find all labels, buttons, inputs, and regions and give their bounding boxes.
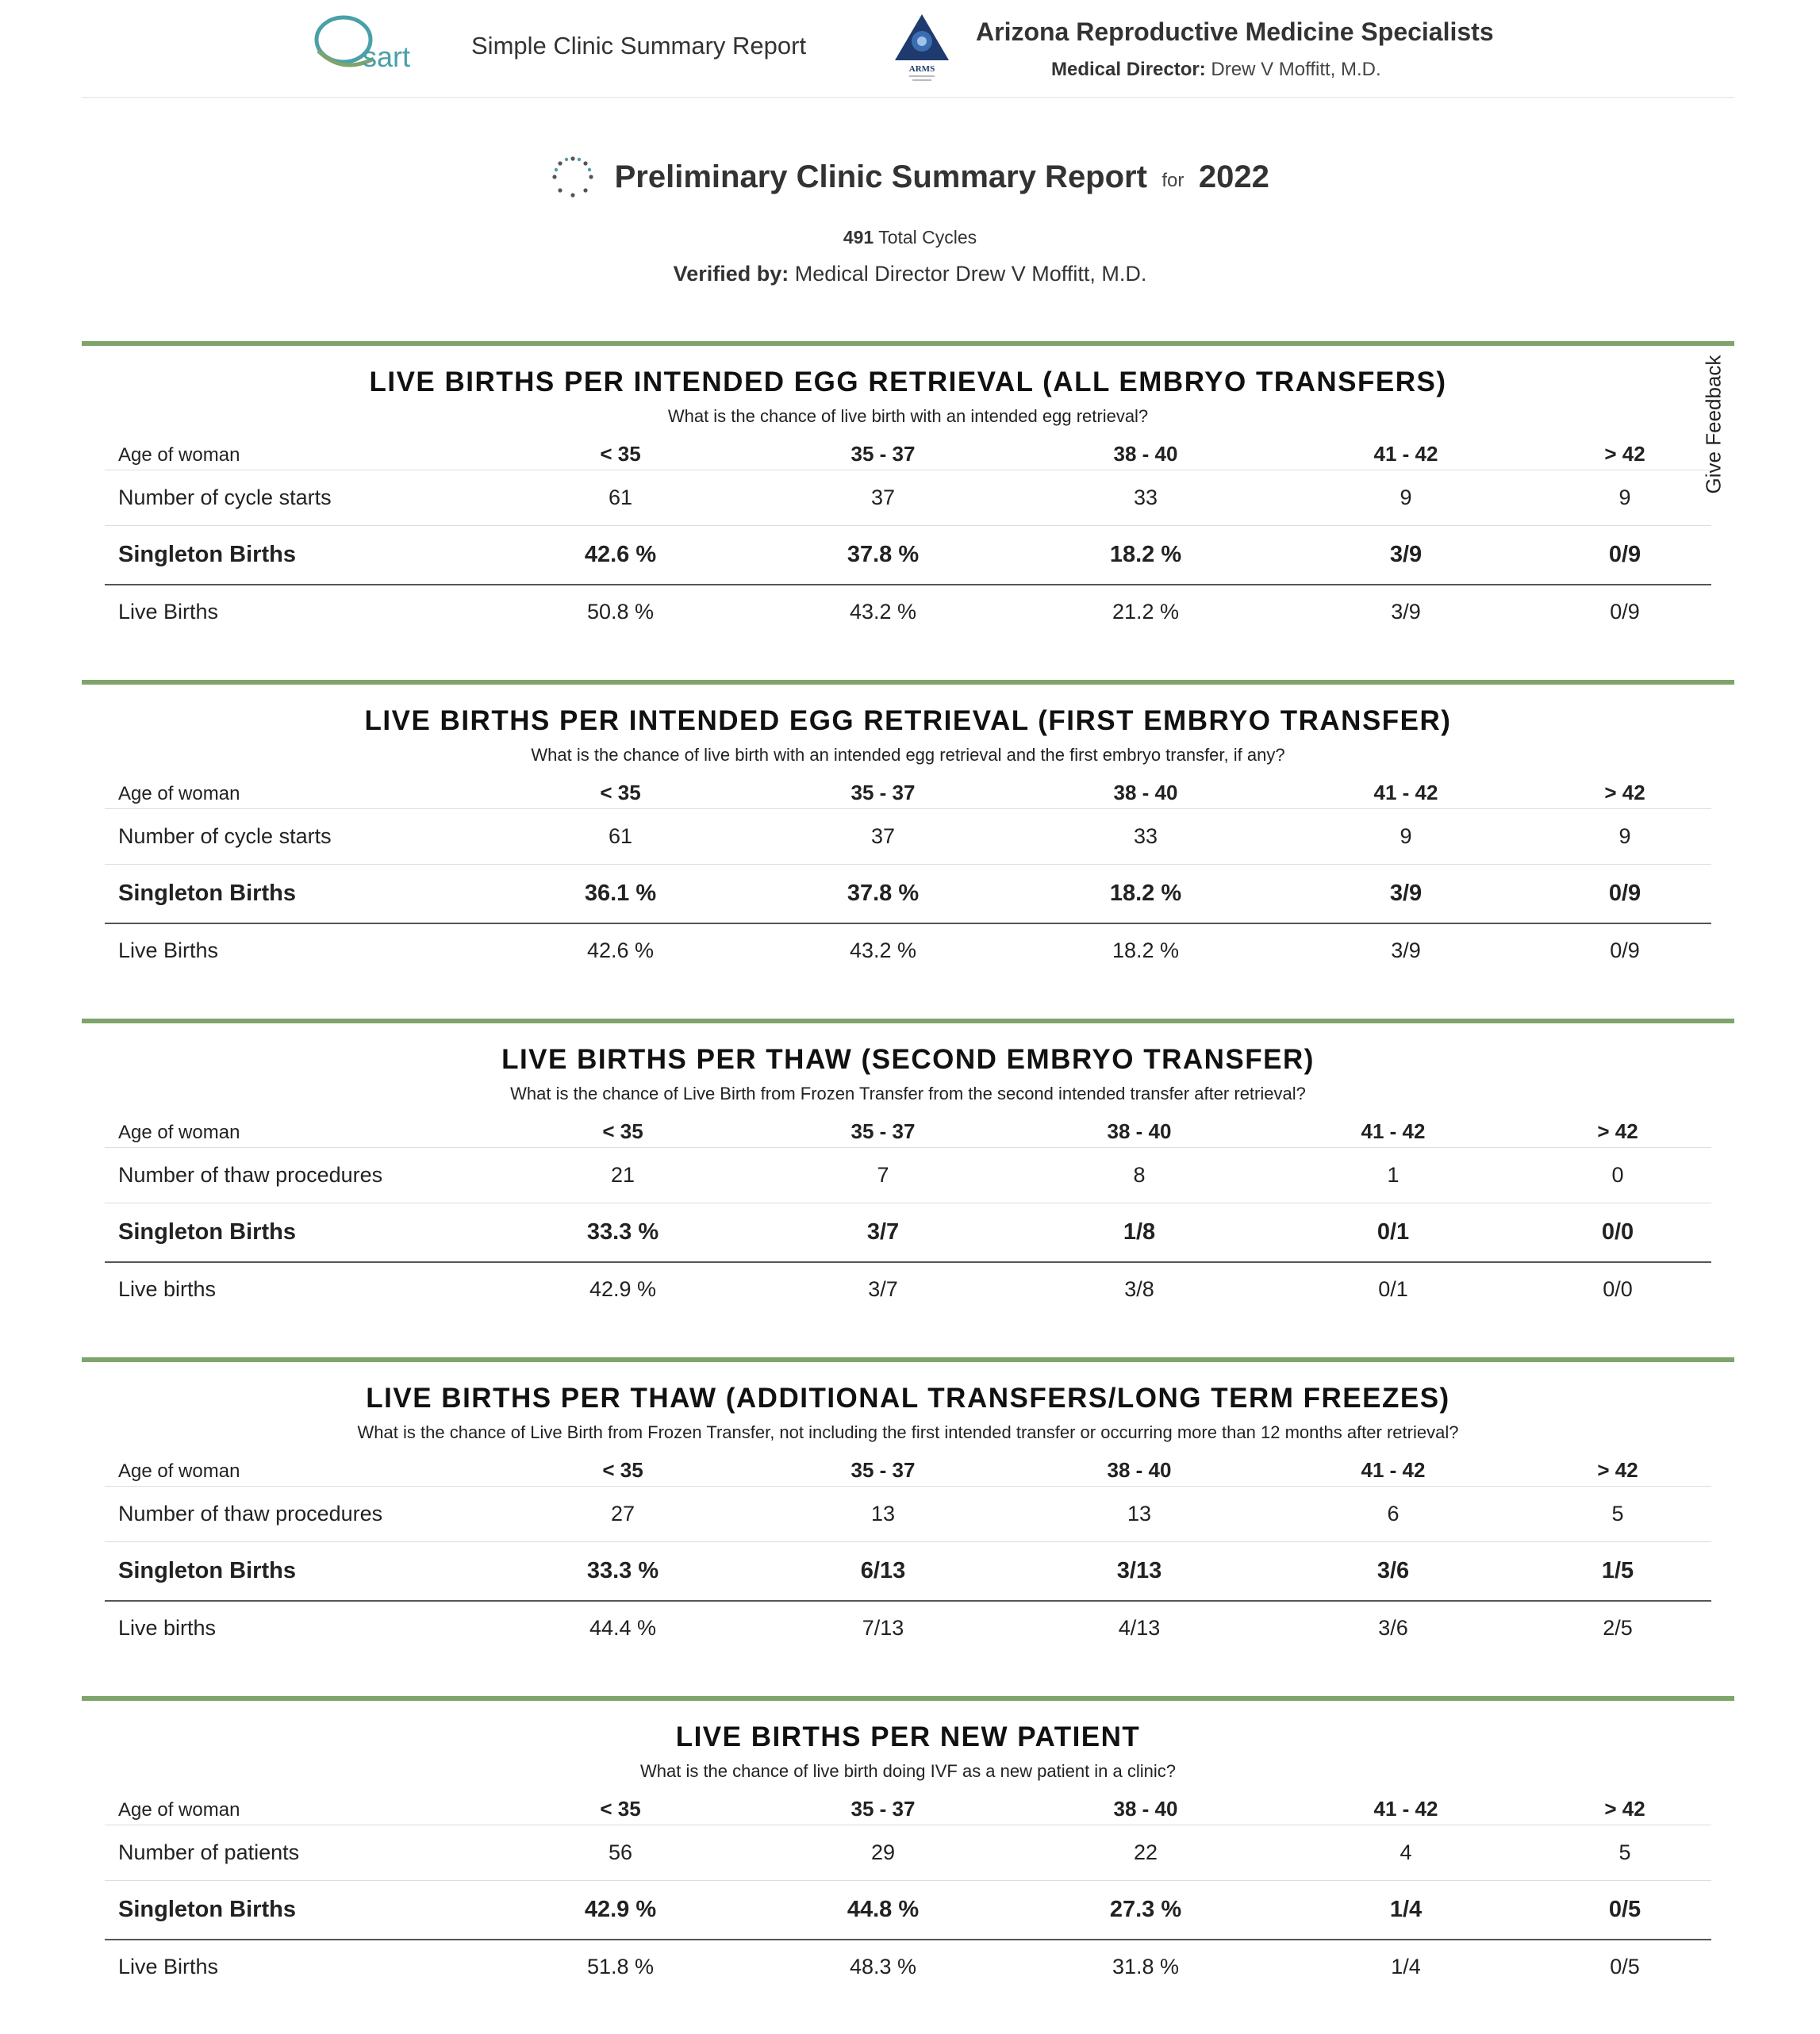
- table-cell: 5: [1618, 1840, 1631, 1864]
- table-row: [105, 1541, 1711, 1602]
- section-title: LIVE BIRTHS PER THAW (ADDITIONAL TRANSFERS/LONG TERM FREEZES): [366, 1383, 1450, 1414]
- clinic-logo-text: ARMS: [908, 64, 935, 74]
- section-question: What is the chance of live birth with an intended egg retrieval?: [667, 406, 1149, 426]
- total-cycles-label: Total Cycles: [878, 227, 977, 248]
- age-col-under-35: < 35: [602, 1119, 643, 1143]
- give-feedback-label: Give Feedback: [1701, 355, 1726, 494]
- age-col-over-42: > 42: [1604, 1797, 1645, 1821]
- table-cell: 0: [1611, 1162, 1624, 1187]
- table-cell: 13: [1127, 1501, 1152, 1526]
- verified-by: [0, 262, 1820, 286]
- row-label: Number of patients: [118, 1840, 300, 1864]
- table-cell: 4: [1400, 1840, 1412, 1864]
- table-cell: 44.8 %: [847, 1896, 920, 1922]
- age-col-38-40: 38 - 40: [1107, 1458, 1172, 1482]
- age-col-over-42: > 42: [1597, 1458, 1638, 1482]
- table-cell: 61: [608, 485, 633, 509]
- table-row: [105, 1261, 1711, 1317]
- age-col-38-40: 38 - 40: [1113, 442, 1178, 466]
- table-row: [105, 808, 1711, 865]
- row-label: Live births: [118, 1276, 217, 1301]
- age-col-38-40: 38 - 40: [1107, 1119, 1172, 1143]
- section-second-transfer: [82, 1019, 1734, 1357]
- table-cell: 44.4 %: [589, 1615, 657, 1640]
- age-col-41-42: 41 - 42: [1373, 442, 1438, 466]
- table-cell: 43.2 %: [849, 938, 917, 962]
- age-col-35-37: 35 - 37: [850, 781, 916, 804]
- section-question: What is the chance of Live Birth from Frozen Transfer, not including the first intended transfer or occurring more than 12 months after retrieval?: [357, 1422, 1459, 1442]
- age-label: Age of woman: [118, 444, 240, 466]
- row-label: Number of cycle starts: [118, 485, 332, 509]
- table-cell: 42.6 %: [584, 541, 657, 567]
- header-director: [1051, 59, 1381, 81]
- table-cell: 5: [1611, 1501, 1624, 1526]
- section-title: LIVE BIRTHS PER INTENDED EGG RETRIEVAL (FIRST EMBRYO TRANSFER): [364, 705, 1452, 736]
- section-title: LIVE BIRTHS PER NEW PATIENT: [675, 1721, 1141, 1752]
- table-row: [105, 923, 1711, 978]
- table-cell: 2/5: [1603, 1615, 1633, 1640]
- stars-icon: [551, 155, 595, 199]
- table-header-row: [105, 1456, 1711, 1487]
- age-label: Age of woman: [118, 1460, 240, 1482]
- table-row: [105, 1939, 1711, 1994]
- section-title: LIVE BIRTHS PER INTENDED EGG RETRIEVAL (ALL EMBRYO TRANSFERS): [369, 367, 1447, 397]
- table-cell: 0/9: [1608, 880, 1641, 906]
- row-label: Number of thaw procedures: [118, 1162, 383, 1187]
- table-cell: 22: [1133, 1840, 1158, 1864]
- table-cell: 9: [1618, 823, 1631, 848]
- table-cell: 0/5: [1610, 1954, 1640, 1978]
- row-label: Singleton Births: [118, 541, 296, 567]
- table-cell: 36.1 %: [584, 880, 657, 906]
- section-first-transfer: [82, 680, 1734, 1018]
- table-cell: 8: [1133, 1162, 1146, 1187]
- row-label: Singleton Births: [118, 1557, 296, 1583]
- table-cell: 6: [1387, 1501, 1400, 1526]
- age-label: Age of woman: [118, 1799, 240, 1821]
- age-col-under-35: < 35: [602, 1458, 643, 1482]
- table-cell: 7: [877, 1162, 889, 1187]
- table-row: [105, 1147, 1711, 1203]
- table-cell: 37.8 %: [847, 880, 920, 906]
- table-cell: 56: [608, 1840, 633, 1864]
- total-cycles-value: 491: [843, 227, 874, 248]
- age-col-38-40: 38 - 40: [1113, 781, 1178, 804]
- sart-logo[interactable]: [310, 13, 429, 76]
- age-col-41-42: 41 - 42: [1361, 1458, 1426, 1482]
- table-cell: 0/9: [1608, 541, 1641, 567]
- table-header-row: [105, 439, 1711, 470]
- table-row: [105, 1203, 1711, 1263]
- table-cell: 1/5: [1601, 1557, 1634, 1583]
- table-cell: 33.3 %: [586, 1557, 659, 1583]
- age-col-35-37: 35 - 37: [850, 1119, 916, 1143]
- table-cell: 42.9 %: [589, 1276, 657, 1301]
- row-label: Number of cycle starts: [118, 823, 332, 848]
- table-cell: 0/5: [1608, 1896, 1641, 1922]
- table-cell: 18.2 %: [1109, 880, 1182, 906]
- table-cell: 33.3 %: [586, 1218, 659, 1245]
- table-row: [105, 1825, 1711, 1881]
- table-cell: 0/0: [1601, 1218, 1634, 1245]
- age-col-41-42: 41 - 42: [1373, 781, 1438, 804]
- verified-value: Medical Director Drew V Moffitt, M.D.: [794, 262, 1147, 286]
- table-cell: 21.2 %: [1112, 599, 1180, 624]
- table-cell: 33: [1133, 485, 1158, 509]
- table-cell: 9: [1618, 485, 1631, 509]
- age-col-under-35: < 35: [600, 442, 641, 466]
- table-cell: 31.8 %: [1112, 1954, 1180, 1978]
- sart-logo-text: sart: [363, 40, 411, 73]
- row-label: Live Births: [118, 938, 219, 962]
- table-cell: 43.2 %: [849, 599, 917, 624]
- table-cell: 37: [870, 823, 896, 848]
- age-col-over-42: > 42: [1604, 442, 1645, 466]
- table-cell: 21: [610, 1162, 635, 1187]
- table-cell: 0/1: [1378, 1276, 1408, 1301]
- section-question: What is the chance of live birth doing IVF as a new patient in a clinic?: [639, 1761, 1177, 1781]
- table-row: [105, 584, 1711, 639]
- table-cell: 7/13: [862, 1615, 904, 1640]
- row-label: Live Births: [118, 1954, 219, 1978]
- table-cell: 37: [870, 485, 896, 509]
- table-cell: 3/9: [1389, 541, 1423, 567]
- row-label: Singleton Births: [118, 880, 296, 906]
- table-cell: 9: [1400, 823, 1412, 848]
- table-cell: 3/6: [1378, 1615, 1408, 1640]
- row-label: Live Births: [118, 599, 219, 624]
- table-cell: 0/1: [1377, 1218, 1410, 1245]
- section-additional-transfers: [82, 1357, 1734, 1695]
- table-cell: 3/13: [1116, 1557, 1162, 1583]
- table-cell: 61: [608, 823, 633, 848]
- clinic-name: Arizona Reproductive Medicine Specialists: [976, 17, 1494, 46]
- table-cell: 6/13: [860, 1557, 906, 1583]
- age-col-41-42: 41 - 42: [1373, 1797, 1438, 1821]
- table-cell: 29: [870, 1840, 896, 1864]
- table-cell: 3/7: [866, 1218, 900, 1245]
- age-col-under-35: < 35: [600, 1797, 641, 1821]
- section-question: What is the chance of Live Birth from Frozen Transfer from the second intended transfer after retrieval?: [510, 1084, 1306, 1103]
- table-cell: 3/9: [1389, 880, 1423, 906]
- report-title-for: for: [1161, 170, 1185, 191]
- table-header-row: [105, 1117, 1711, 1148]
- table-cell: 3/9: [1391, 938, 1421, 962]
- age-col-under-35: < 35: [600, 781, 641, 804]
- age-col-38-40: 38 - 40: [1113, 1797, 1178, 1821]
- director-label: Medical Director:: [1051, 59, 1206, 80]
- table-header-row: [105, 1794, 1711, 1825]
- age-col-over-42: > 42: [1604, 781, 1645, 804]
- director-name: Drew V Moffitt, M.D.: [1211, 59, 1381, 80]
- table-cell: 18.2 %: [1109, 541, 1182, 567]
- row-label: Singleton Births: [118, 1896, 296, 1922]
- table-cell: 1: [1387, 1162, 1400, 1187]
- age-col-35-37: 35 - 37: [850, 1458, 916, 1482]
- table-cell: 1/4: [1389, 1896, 1423, 1922]
- table-row: [105, 470, 1711, 526]
- age-col-35-37: 35 - 37: [850, 1797, 916, 1821]
- table-cell: 4/13: [1118, 1615, 1161, 1640]
- table-row: [105, 864, 1711, 924]
- table-cell: 51.8 %: [586, 1954, 655, 1978]
- table-cell: 0/9: [1610, 599, 1640, 624]
- report-title: Preliminary Clinic Summary Report: [614, 159, 1147, 194]
- table-row: [105, 1880, 1711, 1940]
- age-label: Age of woman: [118, 1122, 240, 1143]
- clinic-logo[interactable]: [892, 11, 952, 83]
- table-cell: 9: [1400, 485, 1412, 509]
- give-feedback-button[interactable]: [1696, 349, 1731, 500]
- table-cell: 33: [1133, 823, 1158, 848]
- table-cell: 42.6 %: [586, 938, 655, 962]
- table-cell: 13: [870, 1501, 896, 1526]
- table-cell: 3/7: [868, 1276, 898, 1301]
- table-cell: 50.8 %: [586, 599, 655, 624]
- table-row: [105, 525, 1711, 585]
- table-header-row: [105, 778, 1711, 809]
- age-col-35-37: 35 - 37: [850, 442, 916, 466]
- table-cell: 27: [610, 1501, 635, 1526]
- section-all-transfers: [82, 341, 1734, 679]
- table-row: [105, 1486, 1711, 1542]
- section-new-patient: [82, 1696, 1734, 2034]
- table-cell: 27.3 %: [1109, 1896, 1182, 1922]
- age-col-over-42: > 42: [1597, 1119, 1638, 1143]
- section-title: LIVE BIRTHS PER THAW (SECOND EMBRYO TRANSFER): [501, 1044, 1315, 1075]
- table-cell: 18.2 %: [1112, 938, 1180, 962]
- table-row: [105, 1600, 1711, 1656]
- table-cell: 48.3 %: [849, 1954, 917, 1978]
- age-label: Age of woman: [118, 783, 240, 804]
- table-cell: 0/9: [1610, 938, 1640, 962]
- table-cell: 37.8 %: [847, 541, 920, 567]
- header-report-label: Simple Clinic Summary Report: [471, 32, 807, 59]
- table-cell: 3/9: [1391, 599, 1421, 624]
- table-cell: 0/0: [1603, 1276, 1633, 1301]
- row-label: Number of thaw procedures: [118, 1501, 383, 1526]
- table-cell: 3/8: [1124, 1276, 1154, 1301]
- report-title-row: [0, 155, 1820, 199]
- total-cycles: [0, 227, 1820, 248]
- report-year: 2022: [1198, 159, 1269, 194]
- table-cell: 1/8: [1123, 1218, 1156, 1245]
- row-label: Live births: [118, 1615, 217, 1640]
- section-question: What is the chance of live birth with an intended egg retrieval and the first embryo transfer, if any?: [531, 745, 1285, 765]
- age-col-41-42: 41 - 42: [1361, 1119, 1426, 1143]
- verified-label: Verified by:: [673, 262, 789, 286]
- table-cell: 42.9 %: [584, 1896, 657, 1922]
- table-cell: 1/4: [1391, 1954, 1421, 1978]
- table-cell: 3/6: [1377, 1557, 1410, 1583]
- row-label: Singleton Births: [118, 1218, 296, 1245]
